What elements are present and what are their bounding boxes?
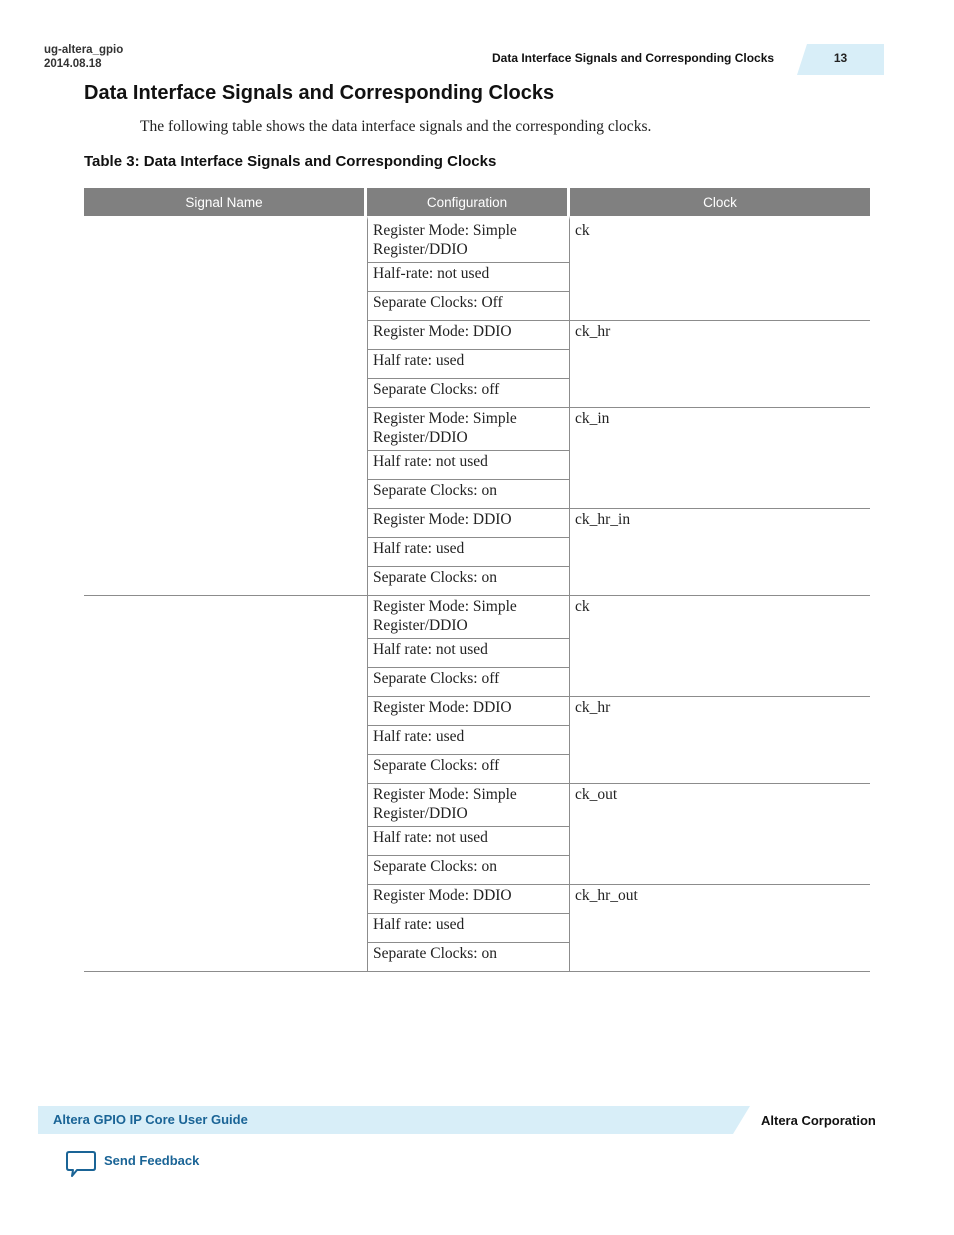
config-cell: Half-rate: not used <box>367 263 570 292</box>
section-title: Data Interface Signals and Corresponding Clocks <box>84 82 555 104</box>
clock-cell: ck <box>570 596 870 697</box>
config-cell: Half rate: used <box>367 538 570 567</box>
intro-paragraph: The following table shows the data interface signals and the corresponding clocks. <box>140 118 652 135</box>
footer-guide-title[interactable]: Altera GPIO IP Core User Guide <box>53 1112 248 1127</box>
config-cell: Half rate: not used <box>367 639 570 668</box>
send-feedback-link[interactable]: Send Feedback <box>104 1153 200 1168</box>
config-cell: Half rate: used <box>367 914 570 943</box>
config-cell: Separate Clocks: Off <box>367 292 570 321</box>
clock-cell: ck_in <box>570 408 870 509</box>
config-cell: Separate Clocks: off <box>367 668 570 697</box>
config-cell: Separate Clocks: on <box>367 856 570 885</box>
page-number-tab <box>797 44 884 75</box>
table-row <box>84 216 870 263</box>
header-configuration: Configuration <box>367 188 570 216</box>
clock-cell: ck_out <box>570 784 870 885</box>
doc-id-text: ug-altera_gpio <box>44 44 124 56</box>
config-cell: Separate Clocks: on <box>367 567 570 596</box>
config-cell: Register Mode: Simple Register/DDIO <box>367 784 570 827</box>
config-cell: Separate Clocks: off <box>367 379 570 408</box>
speech-bubble-icon[interactable] <box>66 1150 96 1178</box>
document-id <box>44 43 123 71</box>
footer-band-slant <box>733 1106 750 1134</box>
config-cell: Register Mode: Simple Register/DDIO <box>367 216 570 263</box>
config-cell: Separate Clocks: off <box>367 755 570 784</box>
config-cell: Half rate: used <box>367 350 570 379</box>
config-cell: Separate Clocks: on <box>367 480 570 509</box>
clock-cell: ck_hr <box>570 321 870 408</box>
running-header-title: Data Interface Signals and Corresponding Clocks <box>492 51 775 65</box>
clock-cell: ck_hr <box>570 697 870 784</box>
table-header-row <box>84 188 870 216</box>
config-cell: Register Mode: DDIO <box>367 885 570 914</box>
table-caption: Table 3: Data Interface Signals and Corresponding Clocks <box>84 153 497 170</box>
config-cell: Separate Clocks: on <box>367 943 570 972</box>
header-clock: Clock <box>570 188 870 216</box>
config-cell: Register Mode: DDIO <box>367 697 570 726</box>
clock-cell: ck_hr_out <box>570 885 870 972</box>
config-cell: Register Mode: Simple Register/DDIO <box>367 408 570 451</box>
config-cell: Half rate: used <box>367 726 570 755</box>
clock-cell: ck <box>570 216 870 321</box>
header-signal-name: Signal Name <box>84 188 367 216</box>
signal-name-cell <box>84 216 367 596</box>
page-tab-notch <box>797 44 807 75</box>
config-cell: Register Mode: DDIO <box>367 509 570 538</box>
config-cell: Register Mode: Simple Register/DDIO <box>367 596 570 639</box>
signal-name-cell <box>84 596 367 972</box>
doc-date: 2014.08.18 <box>44 58 102 70</box>
page-number: 13 <box>833 51 848 65</box>
table-row <box>84 596 870 639</box>
config-cell: Half rate: not used <box>367 451 570 480</box>
footer-company: Altera Corporation <box>761 1113 876 1128</box>
clock-cell: ck_hr_in <box>570 509 870 596</box>
config-cell: Half rate: not used <box>367 827 570 856</box>
config-cell: Register Mode: DDIO <box>367 321 570 350</box>
data-interface-table <box>84 188 870 972</box>
